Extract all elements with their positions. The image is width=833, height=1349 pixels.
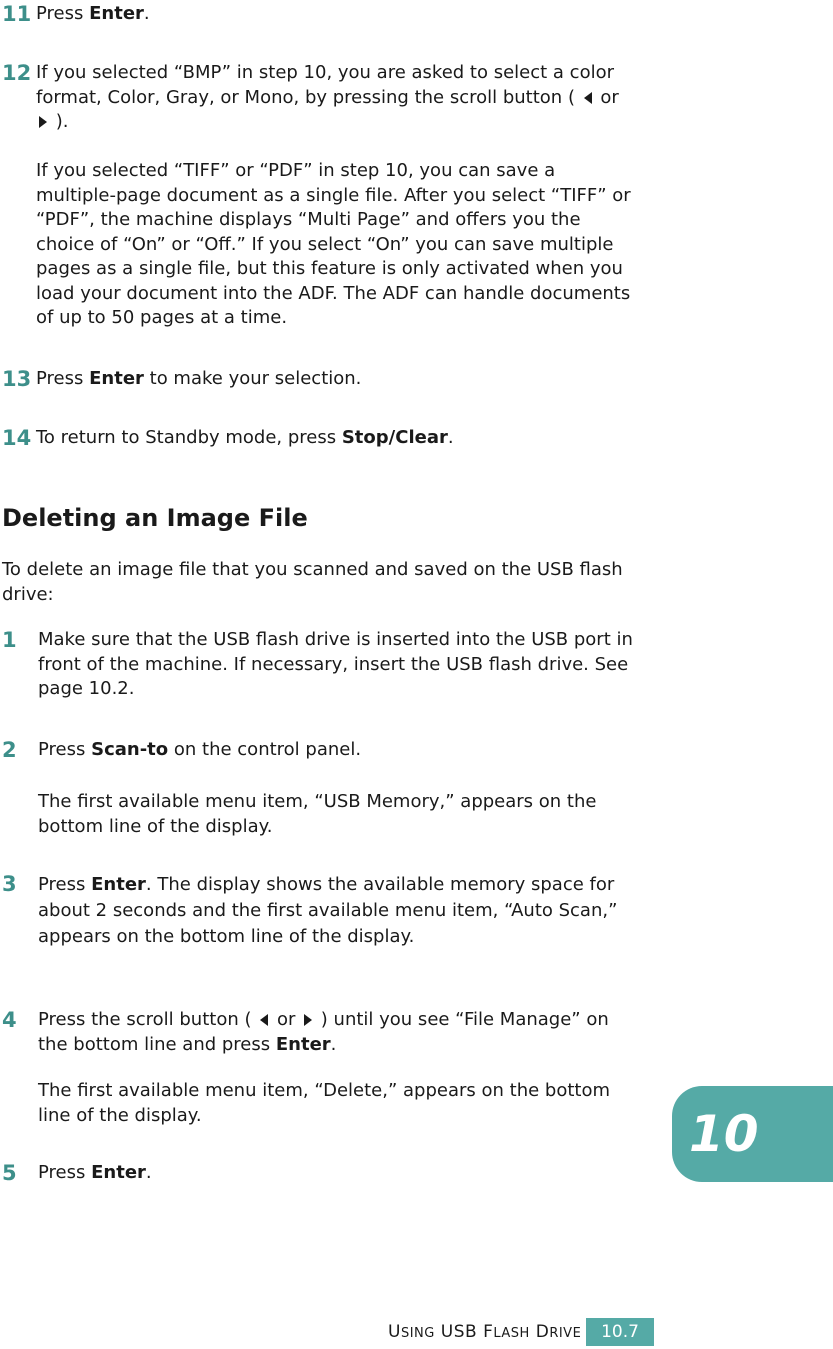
step-text-part: ).	[50, 111, 69, 132]
step-text-part: If you selected “BMP” in step 10, you are asked to select a color format, Color, Gray, or Mono, by pressing the scroll button (	[36, 62, 614, 108]
step-text: Make sure that the USB flash drive is inserted into the USB port in front of the machine. If necessary, insert the USB flash drive. See page 10.2.	[38, 629, 633, 699]
bold-term: Enter	[275, 1033, 331, 1055]
footer-title-part: LASH	[493, 1326, 530, 1341]
scroll-left-arrow-icon	[584, 92, 592, 104]
step-text-part: on the control panel.	[168, 739, 362, 760]
footer-title-part: D	[529, 1322, 550, 1342]
step-text	[36, 2, 636, 27]
bold-term: Enter	[91, 1162, 146, 1183]
step-text-part: Press	[38, 874, 92, 895]
step-text	[36, 61, 636, 135]
footer-title-part: USB	[434, 1322, 484, 1342]
scroll-left-arrow-icon	[260, 1014, 268, 1026]
footer-title-part: F	[483, 1322, 494, 1342]
step-number: 13	[2, 367, 32, 391]
step-paragraph: The first available menu item, “USB Memory,” appears on the bottom line of the display.	[38, 791, 597, 837]
step-paragraph: If you selected “TIFF” or “PDF” in step 10, you can save a multiple-page document as a single file. After you select “TIFF” or “PDF”, the machine displays “Multi Page” and offers you the choice of “On” or “Off.” If you select “On” you can save multiple pages as a single file, but this feature is only activated when you load your document into the ADF. The ADF can handle documents of up to 50 pages at a time.	[36, 160, 631, 328]
step-text-part: Press	[36, 3, 90, 24]
footer-chapter-title	[388, 1321, 581, 1345]
chapter-number: 10	[689, 1105, 759, 1163]
step-text-part: Press	[38, 1162, 92, 1183]
scroll-right-arrow-icon	[39, 116, 47, 128]
step-number: 2	[2, 738, 17, 762]
step-text-part: Press the scroll button (	[38, 1009, 258, 1030]
step-number: 14	[2, 426, 32, 450]
step-number: 3	[2, 872, 17, 896]
scroll-right-arrow-icon	[304, 1014, 312, 1026]
step-text-part: . The display shows the available memory space for about 2 seconds and the first available menu item, “Auto Scan,” appears on the bottom line of the display.	[38, 874, 618, 947]
bold-term: Enter	[89, 3, 144, 24]
step-text-part: Press	[36, 368, 90, 389]
bold-term: Enter	[91, 874, 146, 895]
step-text-part: .	[447, 427, 454, 448]
step-text-part: .	[145, 1162, 152, 1183]
chapter-tab	[672, 1086, 833, 1182]
step-number: 11	[2, 2, 32, 26]
footer-title-part: SING	[400, 1326, 435, 1341]
step-text-part: or	[271, 1009, 302, 1030]
step-text	[38, 872, 633, 950]
intro-text: To delete an image file that you scanned and saved on the USB flash drive:	[2, 559, 623, 605]
step-text-part: .	[330, 1033, 337, 1055]
step-text	[38, 738, 633, 763]
bold-term: Scan-to	[91, 739, 169, 760]
step-paragraph: The first available menu item, “Delete,” appears on the bottom line of the display.	[38, 1080, 610, 1126]
step-text	[38, 1008, 638, 1057]
footer-title-part: RIVE	[549, 1326, 582, 1341]
step-text-part: or	[594, 86, 619, 108]
step-text-part: ) until you see “File Manage” on the bottom line and press	[38, 1009, 609, 1055]
page-number: 10.7	[586, 1318, 654, 1346]
step-text-part: .	[143, 3, 150, 24]
step-number: 1	[2, 628, 17, 652]
step-number: 5	[2, 1161, 17, 1185]
step-text	[36, 367, 636, 392]
step-text-part: To return to Standby mode, press	[36, 427, 342, 448]
bold-term: Enter	[89, 368, 144, 389]
step-number: 4	[2, 1008, 17, 1032]
section-heading: Deleting an Image File	[2, 504, 308, 532]
step-text-part: Press	[38, 739, 92, 760]
step-text	[38, 1161, 633, 1186]
step-text-part: to make your selection.	[143, 368, 362, 389]
step-text	[36, 426, 636, 451]
footer-title-part: U	[388, 1322, 401, 1342]
step-number: 12	[2, 61, 32, 85]
bold-term: Stop/Clear	[341, 427, 448, 448]
